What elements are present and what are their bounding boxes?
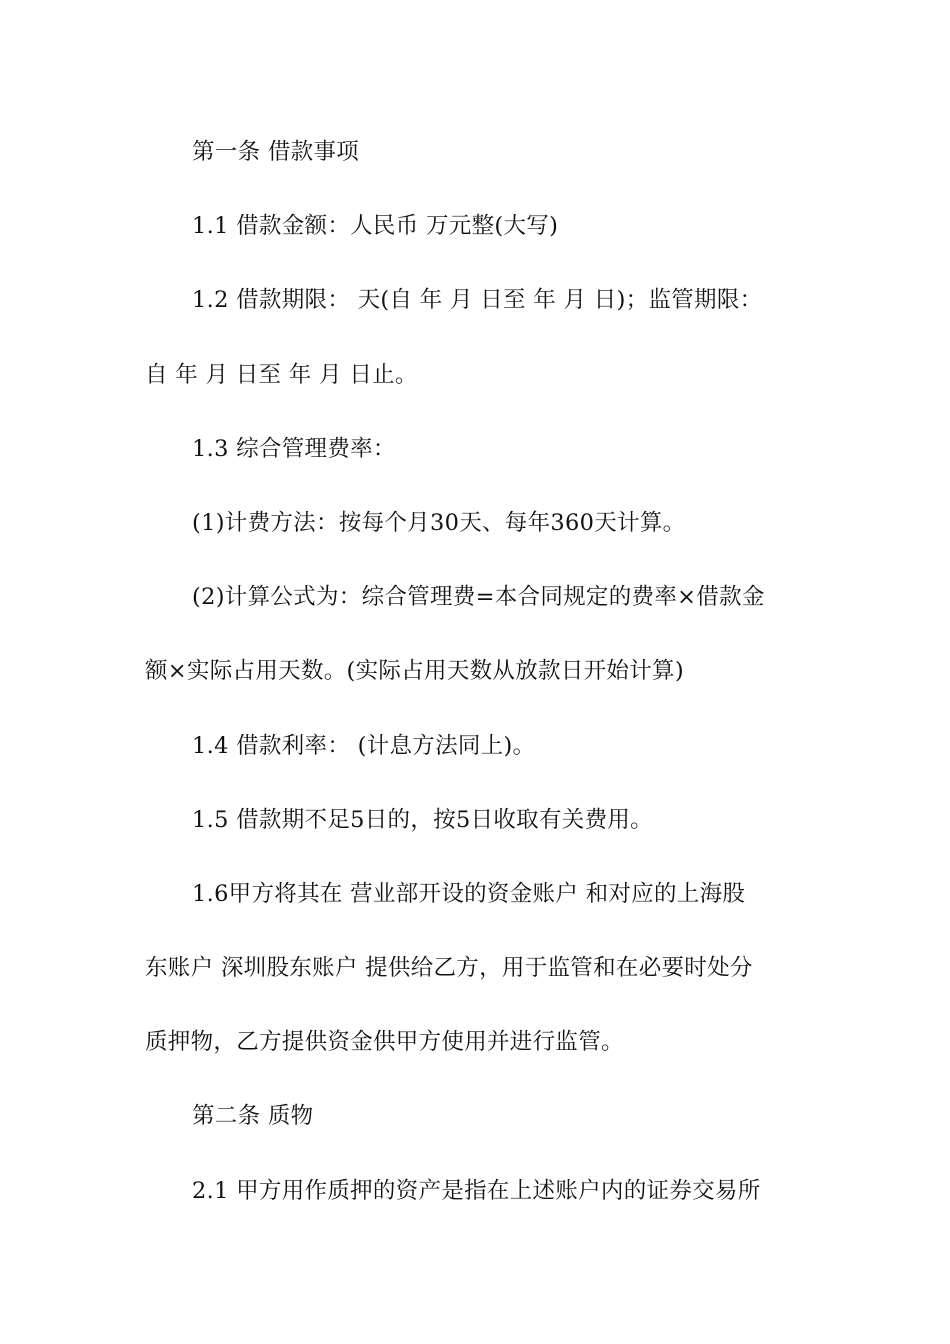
paragraph-1-4: 1.4 借款利率： (计息方法同上)。 (192, 732, 536, 759)
paragraph-1-3-item-1: (1)计费方法：按每个月30天、每年360天计算。 (192, 509, 686, 536)
paragraph-1-3: 1.3 综合管理费率： (192, 435, 396, 462)
heading-article-2: 第二条 质物 (192, 1103, 314, 1130)
paragraph-2-1: 2.1 甲方用作质押的资产是指在上述账户内的证券交易所 (192, 1177, 761, 1204)
paragraph-1-6: 1.6甲方将其在 营业部开设的资金账户 和对应的上海股 (192, 880, 746, 907)
paragraph-1-5: 1.5 借款期不足5日的，按5日收取有关费用。 (192, 806, 653, 833)
heading-article-1: 第一条 借款事项 (192, 139, 360, 165)
paragraph-1-3-item-2: (2)计算公式为：综合管理费=本合同规定的费率×借款金 (192, 584, 765, 611)
paragraph-1-6-continued-2: 质押物，乙方提供资金供甲方使用并进行监管。 (145, 1029, 624, 1056)
paragraph-1-1: 1.1 借款金额：人民币 万元整(大写) (192, 213, 559, 240)
paragraph-1-2: 1.2 借款期限： 天(自 年 月 日至 年 月 日)；监管期限： (192, 287, 763, 314)
paragraph-1-6-continued-1: 东账户 深圳股东账户 提供给乙方，用于监管和在必要时处分 (145, 955, 753, 982)
document-body (145, 126, 835, 1239)
paragraph-1-2-continued: 自 年 月 日至 年 月 日止。 (145, 361, 418, 388)
paragraph-1-3-item-2-continued: 额×实际占用天数。(实际占用天数从放款日开始计算) (145, 658, 684, 685)
